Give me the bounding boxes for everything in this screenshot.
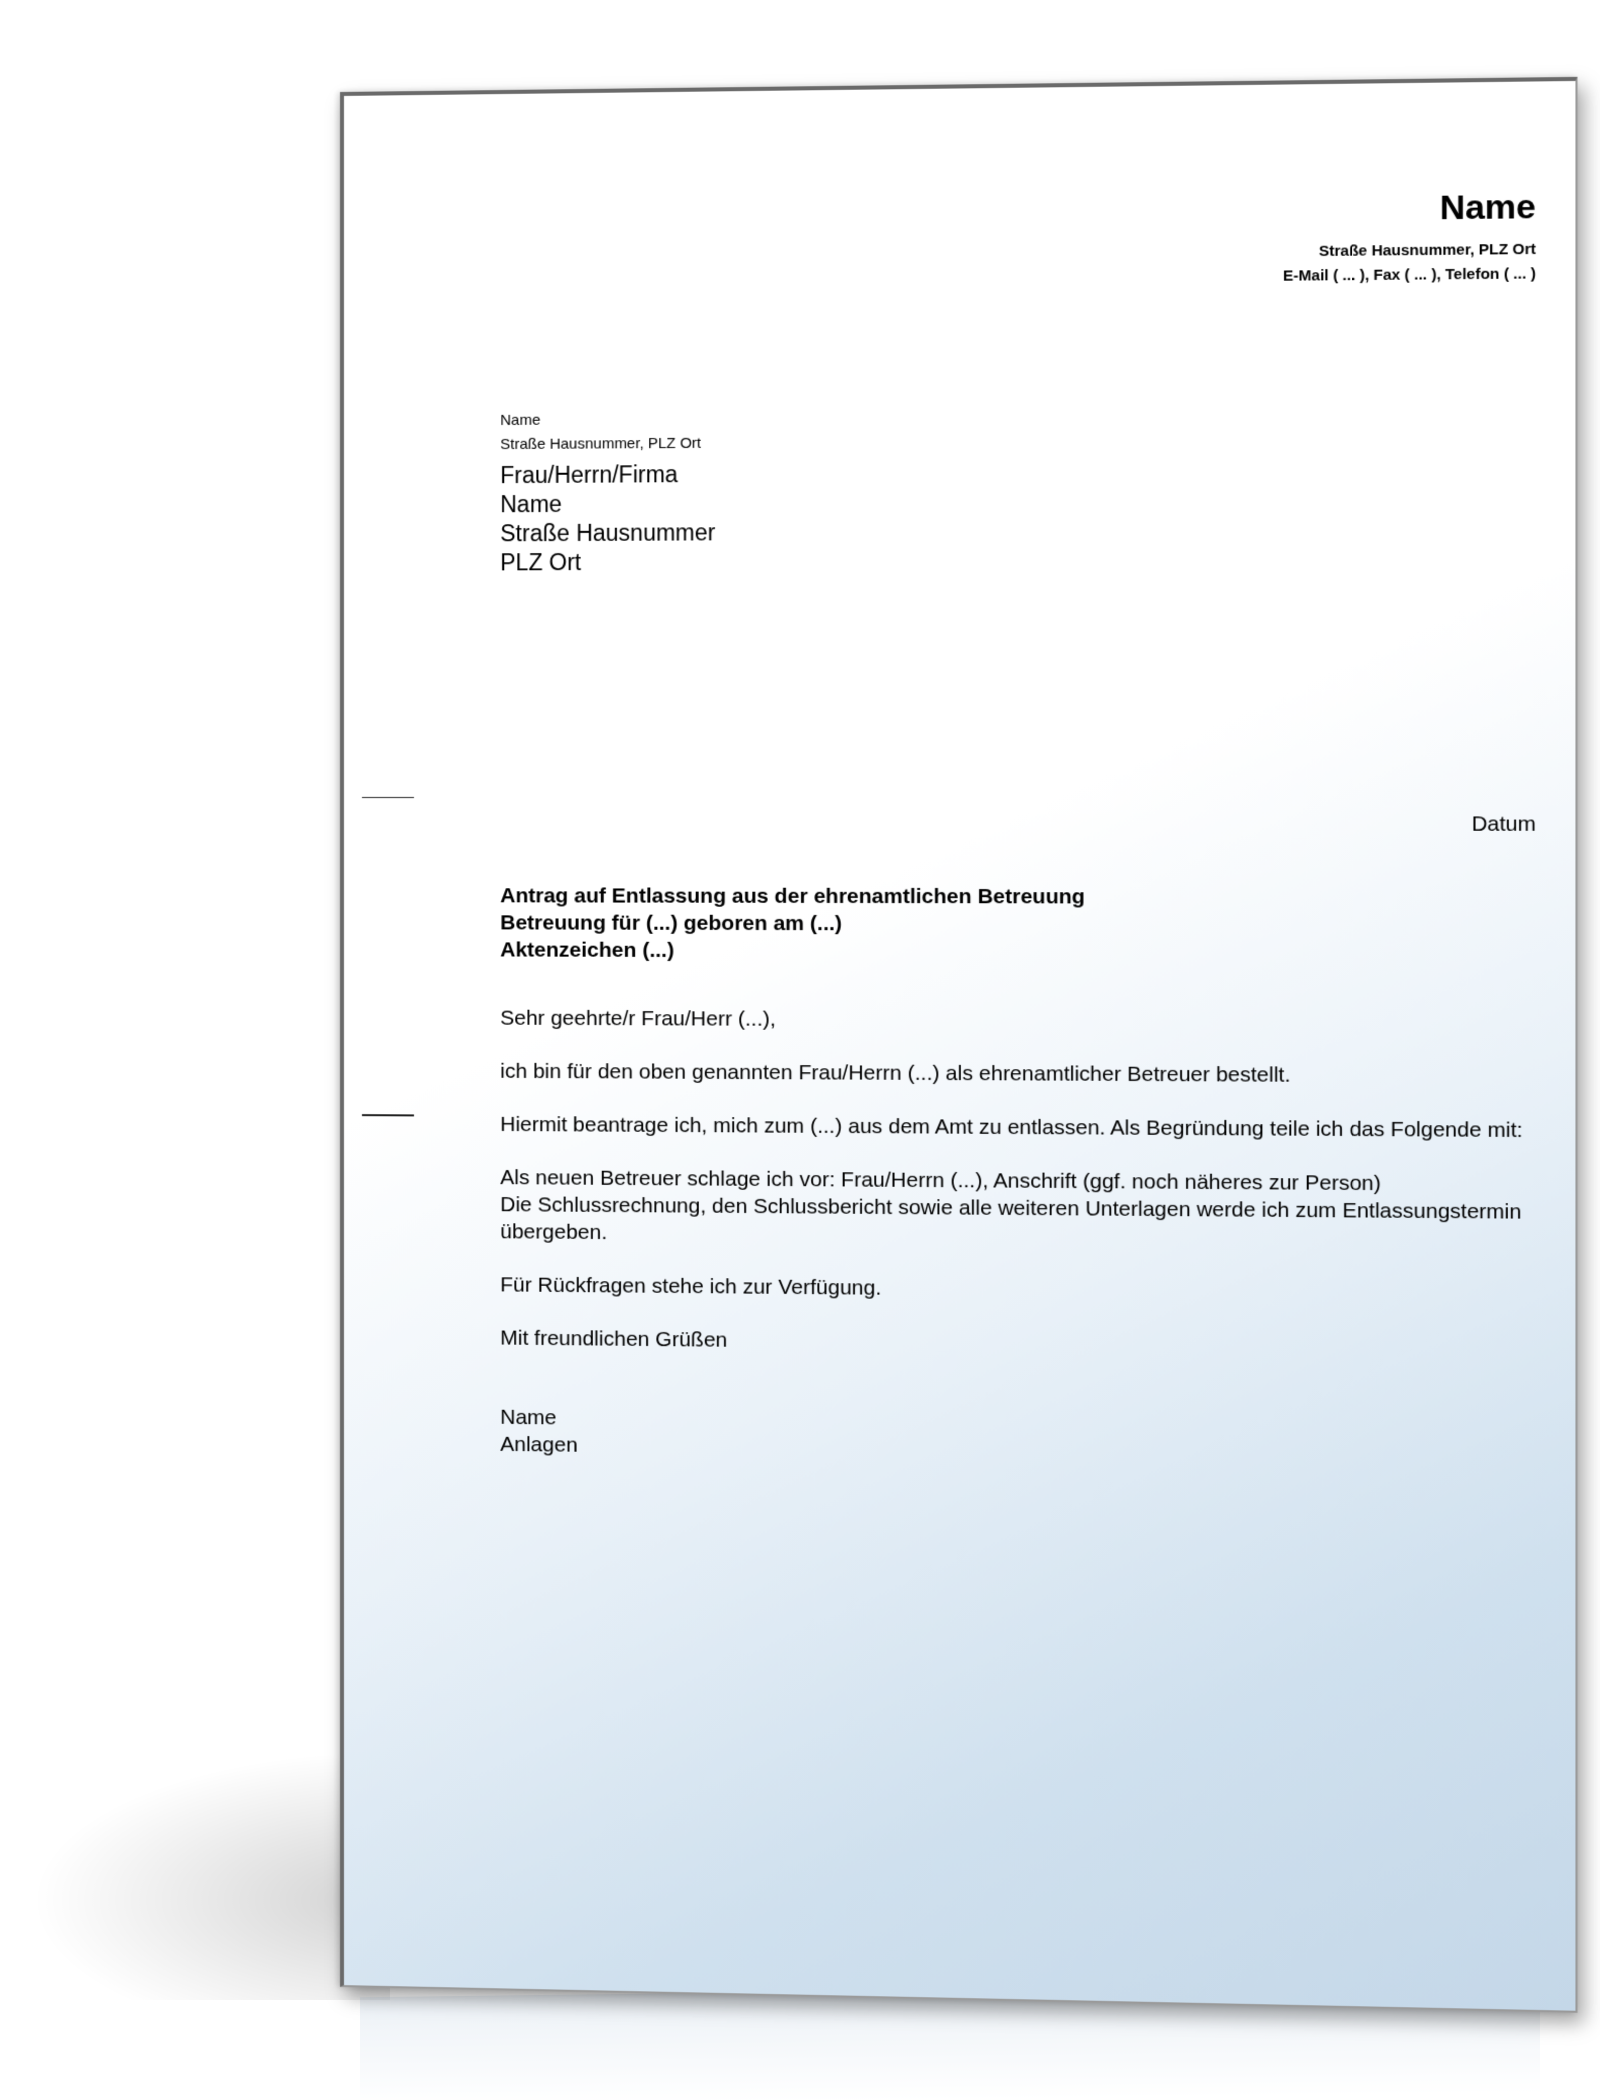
letter-date: Datum: [1471, 812, 1536, 836]
recipient-line-4: PLZ Ort: [500, 548, 582, 576]
paragraph-3a: Als neuen Betreuer schlage ich vor: Frau/Herrn (...), Anschrift (ggf. noch näheres zur Person): [500, 1166, 1381, 1196]
paragraph-3b: Die Schlussrechnung, den Schlussbericht sowie alle weiteren Unterlagen werde ich zum Entlassungstermin übergeben.: [500, 1193, 1522, 1245]
sender-name: Name: [1439, 187, 1536, 228]
subject-block: [500, 882, 1085, 965]
return-address-name: Name: [500, 411, 541, 429]
sender-contact: E-Mail ( ... ), Fax ( ... ), Telefon ( ... ): [1283, 265, 1536, 285]
fold-mark-top: [362, 797, 414, 798]
subject-line-2: Betreuung für (...) geboren am (...): [500, 911, 843, 936]
salutation: Sehr geehrte/r Frau/Herr (...),: [500, 1006, 776, 1031]
recipient-line-1: Frau/Herrn/Firma: [500, 461, 678, 489]
paragraph-1: ich bin für den oben genannten Frau/Herrn (...) als ehrenamtlicher Betreuer bestellt.: [500, 1059, 1291, 1087]
signature-name: Name: [500, 1405, 557, 1430]
attachments: Anlagen: [500, 1432, 578, 1457]
paragraph-2: Hiermit beantrage ich, mich zum (...) aus dem Amt zu entlassen. Als Begründung teile ich das Folgende mit:: [500, 1112, 1523, 1143]
subject-line-3: Aktenzeichen (...): [500, 938, 675, 962]
subject-line-1: Antrag auf Entlassung aus der ehrenamtlichen Betreuung: [500, 884, 1085, 909]
sender-address: Straße Hausnummer, PLZ Ort: [1318, 240, 1536, 261]
sender-block: [1283, 188, 1536, 289]
letter-page: [340, 77, 1578, 2013]
recipient-address: [500, 460, 715, 578]
letter-body: [500, 1005, 1533, 1470]
recipient-line-3: Straße Hausnummer: [500, 519, 716, 547]
paragraph-4: Für Rückfragen stehe ich zur Verfügung.: [500, 1273, 882, 1300]
page-shadow: [30, 1750, 390, 2000]
closing: Mit freundlichen Grüßen: [500, 1326, 728, 1352]
recipient-line-2: Name: [500, 490, 562, 518]
return-address-street: Straße Hausnummer, PLZ Ort: [500, 434, 702, 454]
return-address: [500, 408, 701, 457]
fold-mark-middle: [362, 1114, 414, 1116]
